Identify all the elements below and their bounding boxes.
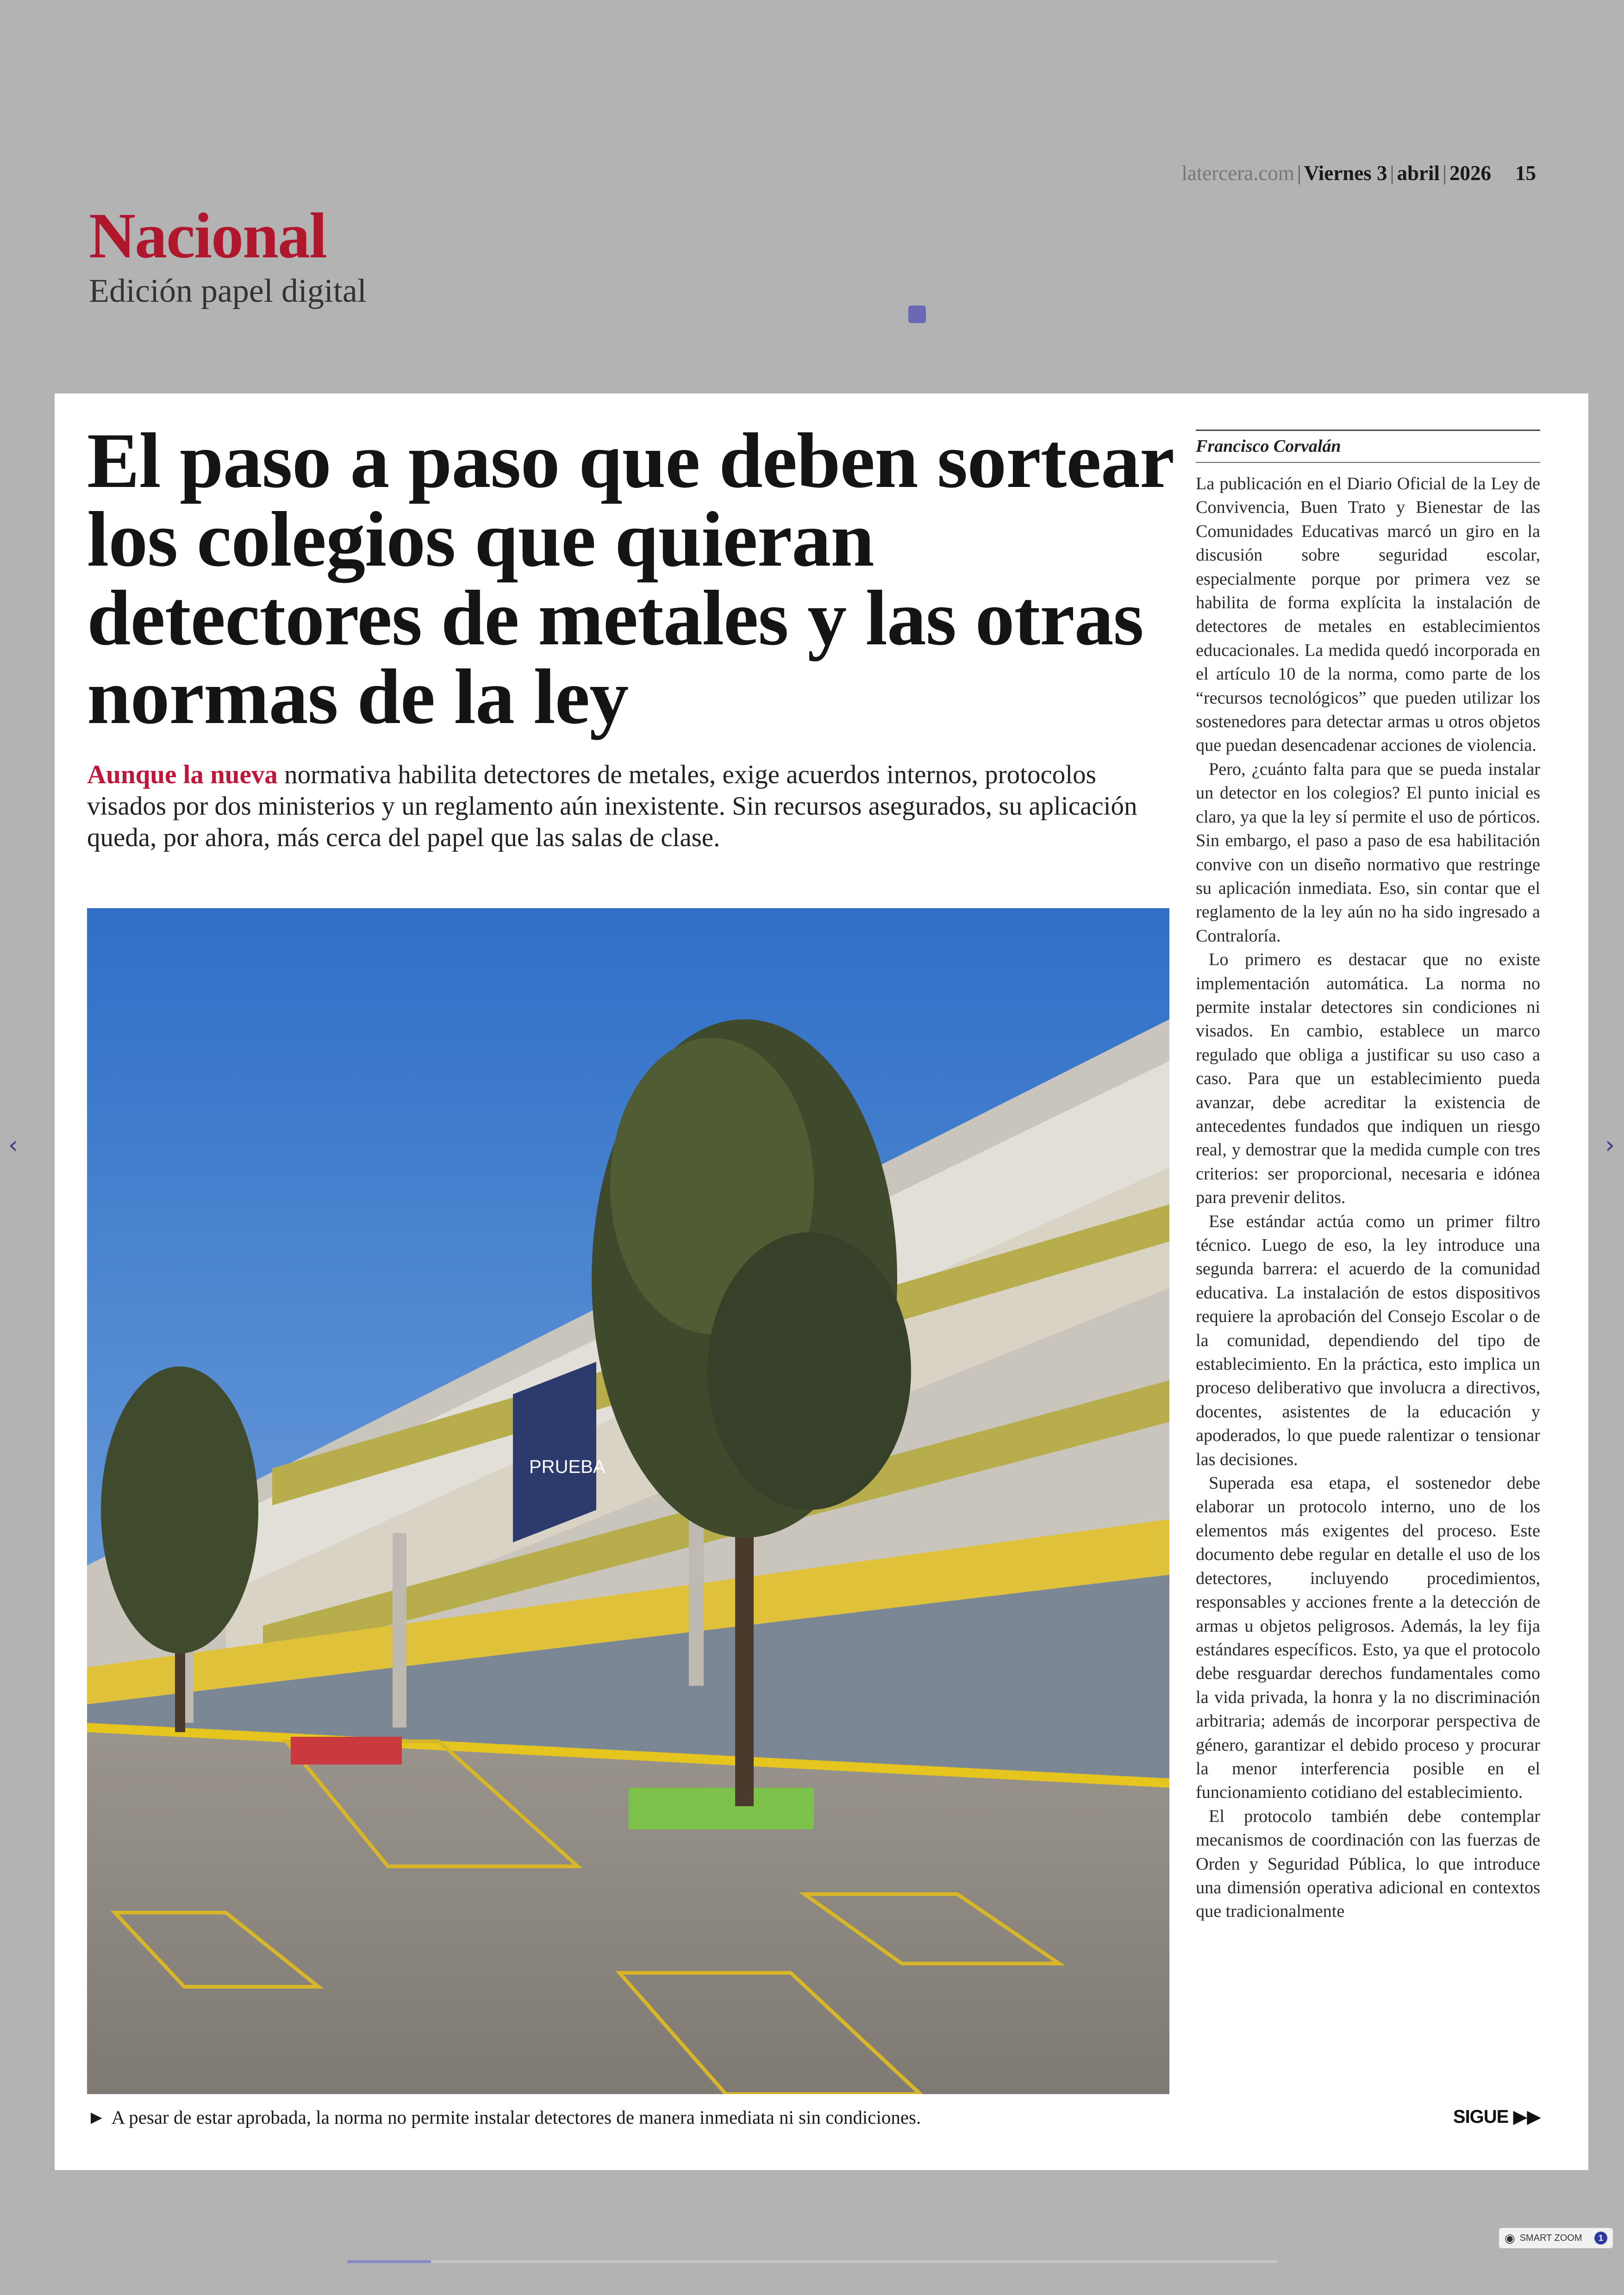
article-lede (87, 759, 1147, 854)
article-photo (87, 908, 1169, 2094)
date-month: abril (1397, 162, 1440, 185)
page-progress-bar[interactable] (347, 2260, 1277, 2263)
article-body (1196, 472, 1540, 2078)
page-header (0, 0, 1624, 393)
article-headline: El paso a paso que deben sortear los colegios que quieran detectores de metales y las otras normas de la ley (87, 417, 1173, 740)
body-paragraph: Lo primero es destacar que no existe implementación automática. La norma no permite instalar detectores sin condiciones ni visados. En cambio, establece un marco regulado que obliga a justificar su uso caso a caso. Para que un establecimiento pueda avanzar, debe acreditar la existencia de antecedentes fundados que indiquen un riesgo real, y demostrar que la medida cumple con tres criterios: ser proporcional, necesaria e idónea para prevenir delitos. (1196, 950, 1540, 1208)
page-progress-fill (347, 2260, 431, 2263)
site-name: latercera.com (1181, 162, 1294, 185)
hotspot-marker[interactable] (908, 306, 926, 323)
date-day: Viernes 3 (1304, 162, 1387, 185)
body-paragraph: Ese estándar actúa como un primer filtro técnico. Luego de eso, la ley introduce una segunda barrera: el acuerdo de la comunidad educativa. La instalación de estos dispositivos requiere la aprobación del Consejo Escolar o de la comunidad, dependiendo del tipo de establecimiento. En la práctica, esto implica un proceso deliberativo que involucra a directivos, docentes, asistentes de la educación y apoderados, lo que puede ralentizar o tensionar las decisiones. (1196, 1211, 1540, 1469)
caption-marker: ► (87, 2107, 106, 2128)
chevron-left-icon[interactable]: ‹ (8, 1131, 18, 1159)
lede-kicker: Aunque la nueva (87, 760, 278, 789)
smart-zoom-badge: 1 (1594, 2232, 1607, 2245)
lede-text: normativa habilita detectores de metales, exige acuerdos internos, protocolos visados por dos ministerios y un reglamento aún inexistente. Sin recursos asegurados, su aplicación queda, por ahora, más cerca del papel que las salas de clase. (87, 760, 1137, 852)
banner-text: PRUEBA (529, 1457, 606, 1477)
byline-rule (1196, 430, 1540, 431)
byline: Francisco Corvalán (1196, 437, 1341, 456)
continues-label: SIGUE ▶▶ (1453, 2107, 1541, 2127)
chevron-right-icon[interactable]: › (1605, 1131, 1615, 1159)
eye-icon: ◉ (1505, 2231, 1515, 2245)
caption-text: A pesar de estar aprobada, la norma no permite instalar detectores de manera inmediata ni sin condiciones. (111, 2107, 921, 2128)
newspaper-page (55, 393, 1588, 2170)
body-paragraph: Pero, ¿cuánto falta para que se pueda instalar un detector en los colegios? El punto inicial es claro, ya que la ley sí permite el uso de pórticos. Sin embargo, el paso a paso de esa habilitación convive con un diseño normativo que restringe su aplicación inmediata. Eso, sin contar que el reglamento de la ley aún no ha sido ingresado a Contraloría. (1196, 759, 1540, 946)
byline-rule (1196, 462, 1540, 463)
body-paragraph: La publicación en el Diario Oficial de la Ley de Convivencia, Buen Trato y Bienestar de las Comunidades Educativas marcó un giro en la discusión sobre seguridad escolar, especialmente porque por primera vez se habilita de forma explícita la instalación de detectores de metales en establecimientos educacionales. La medida quedó incorporada en el artículo 10 de la norma, como parte de los “recursos tecnológicos” que pueden utilizar los sostenedores para detectar armas u otros objetos que puedan desencadenar acciones de violencia. (1196, 474, 1540, 755)
section-title: Nacional (89, 200, 326, 272)
body-paragraph: Superada esa etapa, el sostenedor debe elaborar un protocolo interno, uno de los elementos más exigentes del proceso. Este documento debe regular en detalle el uso de los detectores, incluyendo procedimientos, responsables y acciones frente a la detección de armas u objetos peligrosos. Además, la ley fija estándares específicos. Esto, ya que el protocolo debe resguardar derechos fundamentales como la vida privada, la honra y la no discriminación arbitraria; además de incorporar perspectiva de género, garantizar el debido proceso y procurar la menor interferencia posible en el funcionamiento cotidiano del establecimiento. (1196, 1473, 1540, 1802)
date-year: 2026 (1449, 162, 1491, 185)
smart-zoom-label: SMART ZOOM (1519, 2233, 1582, 2243)
dateline: latercera.com | Viernes 3 | abril | 2026 15 (1181, 162, 1536, 185)
smart-zoom-button[interactable] (1499, 2228, 1613, 2248)
photo-caption (87, 2106, 921, 2128)
page-number: 15 (1515, 162, 1536, 185)
body-paragraph: El protocolo también debe contemplar mecanismos de coordinación con las fuerzas de Orden y Seguridad Pública, lo que introduce una dimensión operativa adicional en contextos que tradicionalmente (1196, 1806, 1540, 1921)
edition-label: Edición papel digital (89, 272, 367, 309)
